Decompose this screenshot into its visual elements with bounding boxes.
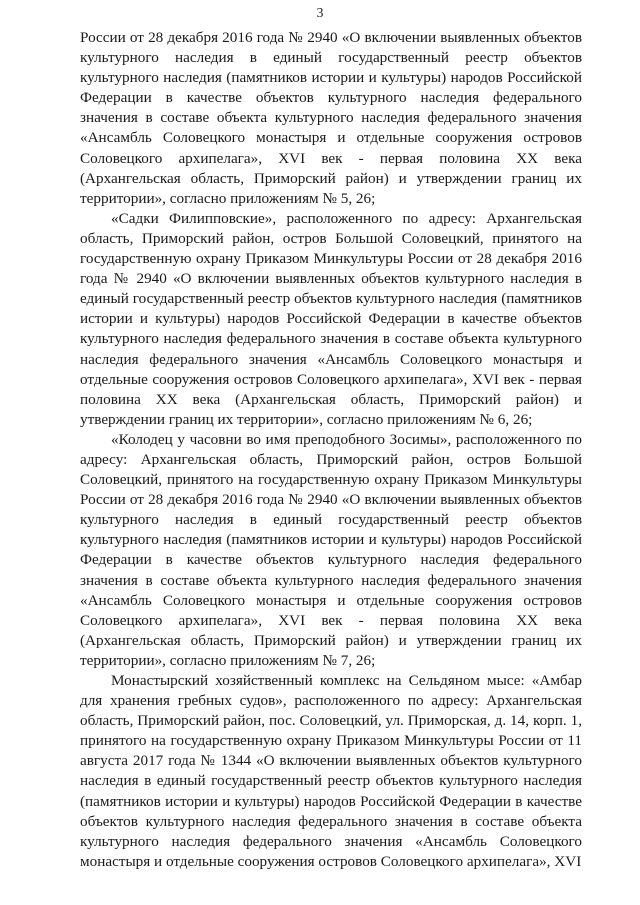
- document-body: [80, 28, 582, 872]
- paragraph-kolodets-zosimy: «Колодец у часовни во имя преподобного Зосимы», расположенного по адресу: Архангельская область, Приморский район, остров Большой Соловецкий, принятого на государственную охрану Приказом Минкультуры России от 28 декабря 2016 года № 2940 «О включении выявленных объектов культурного наследия в единый государственный реестр объектов культурного наследия (памятников истории и культуры) народов Российской Федерации в качестве объектов культурного наследия федерального значения в составе объекта культурного наследия федерального значения «Ансамбль Соловецкого монастыря и отдельные сооружения островов Соловецкого архипелага», XVI век - первая половина XX века (Архангельская область, Приморский район) и утверждении границ их территории», согласно приложениям № 7, 26;: [80, 430, 582, 669]
- paragraph-sadki-filippovskie: «Садки Филипповские», расположенного по адресу: Архангельская область, Приморский район, остров Большой Соловецкий, принятого на государственную охрану Приказом Минкультуры России от 28 декабря 2016 года № 2940 «О включении выявленных объектов культурного наследия в единый государственный реестр объектов культурного наследия (памятников истории и культуры) народов Российской Федерации в качестве объектов культурного наследия федерального значения в составе объекта культурного наследия федерального значения «Ансамбль Соловецкого монастыря и отдельные сооружения островов Соловецкого архипелага», XVI век - первая половина XX века (Архангельская область, Приморский район) и утверждении границ их территории», согласно приложениям № 6, 26;: [80, 209, 582, 428]
- page-number: 3: [316, 6, 324, 21]
- paragraph-ambar-grebnykh-sudov: Монастырский хозяйственный комплекс на Сельдяном мысе: «Амбар для хранения гребных судов», расположенного по адресу: Архангельская область, Приморский район, пос. Соловецкий, ул. Приморская, д. 14, корп. 1, принятого на государственную охрану Приказом Минкультуры России от 11 августа 2017 года № 1344 «О включении выявленных объектов культурного наследия в единый государственный реестр объектов культурного наследия (памятников истории и культуры) народов Российской Федерации в качестве объектов культурного наследия федерального значения в составе объекта культурного наследия федерального значения «Ансамбль Соловецкого монастыря и отдельные сооружения островов Соловецкого архипелага», XVI: [80, 672, 582, 870]
- paragraph-decree-continuation: России от 28 декабря 2016 года № 2940 «О включении выявленных объектов культурного наследия в единый государственный реестр объектов культурного наследия (памятников истории и культуры) народов Российской Федерации в качестве объектов культурного наследия федерального значения в составе объекта культурного наследия федерального значения «Ансамбль Соловецкого монастыря и отдельные сооружения островов Соловецкого архипелага», XVI век - первая половина XX века (Архангельская область, Приморский район) и утверждении границ их территории», согласно приложениям № 5, 26;: [80, 29, 582, 207]
